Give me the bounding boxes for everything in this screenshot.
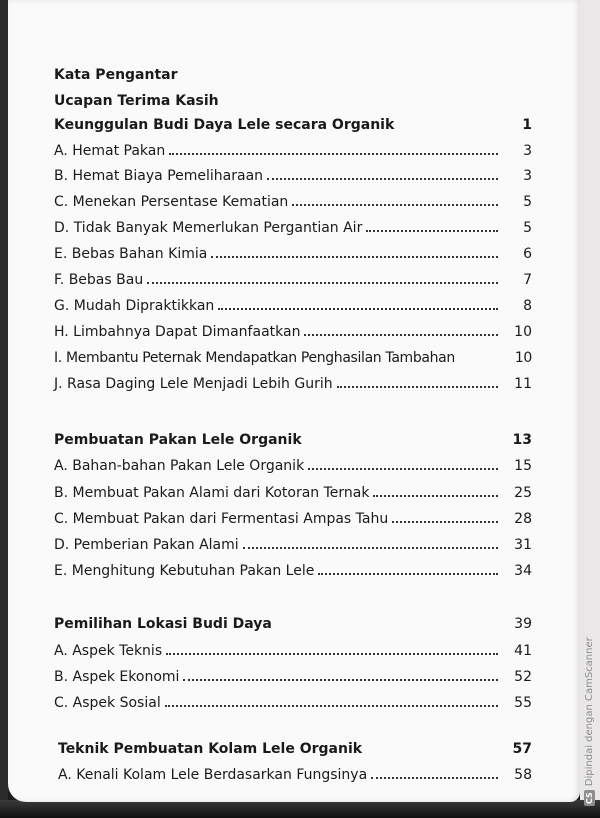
toc-entry: [54, 453, 532, 475]
toc-entry: [54, 638, 532, 660]
toc-section-heading: [54, 611, 532, 633]
toc-page-number: 57: [512, 741, 532, 757]
toc-entry-label: I. Membantu Peternak Mendapatkan Penghasilan Tambahan: [54, 350, 455, 366]
toc-page-number: 52: [514, 669, 532, 685]
toc-page-number: 7: [523, 272, 532, 288]
toc-entry-label: D. Tidak Banyak Memerlukan Pergantian Air: [54, 220, 363, 236]
toc-page-number: 5: [523, 220, 532, 236]
toc-page-number: 41: [514, 643, 532, 659]
dot-leader: [267, 178, 498, 180]
dot-leader: [318, 573, 498, 575]
toc-page-number: 34: [514, 563, 532, 579]
toc-page-number: 13: [512, 432, 532, 448]
toc-section-heading: [54, 427, 532, 449]
toc-page-number: 39: [514, 616, 532, 632]
toc-section-heading: [58, 736, 532, 758]
toc-page-number: 3: [523, 168, 532, 184]
scan-bottom-shadow: [0, 800, 600, 818]
toc-page-number: 28: [514, 511, 532, 527]
dot-leader: [183, 679, 498, 681]
dot-leader: [211, 256, 498, 258]
toc-entry-label: A. Hemat Pakan: [54, 143, 166, 159]
toc-entry-label: A. Kenali Kolam Lele Berdasarkan Fungsinya: [58, 767, 368, 783]
toc-entry: [54, 558, 532, 580]
toc-section-heading: [54, 112, 532, 134]
toc-entry: [54, 532, 532, 554]
toc-entry: [54, 215, 532, 237]
toc-entry: [54, 267, 532, 289]
dot-leader: [147, 282, 498, 284]
toc-page-number: 15: [514, 458, 532, 474]
toc-entry-label: B. Aspek Ekonomi: [54, 669, 180, 685]
dot-leader: [218, 308, 498, 310]
toc-entry: [54, 371, 532, 393]
toc-entry-label: A. Aspek Teknis: [54, 643, 163, 659]
toc-entry-label: B. Hemat Biaya Pemeliharaan: [54, 168, 264, 184]
toc-page: [8, 0, 580, 802]
toc-page-number: 10: [514, 324, 532, 340]
toc-entry-label: F. Bebas Bau: [54, 272, 144, 288]
toc-entry: [58, 762, 532, 784]
dot-leader: [366, 230, 498, 232]
toc-page-number: 11: [514, 376, 532, 392]
toc-entry: [54, 319, 532, 341]
toc-section-title: Keunggulan Budi Daya Lele secara Organik: [54, 117, 395, 133]
toc-entry: [54, 690, 532, 712]
toc-page-number: 31: [514, 537, 532, 553]
toc-section-title: Teknik Pembuatan Kolam Lele Organik: [58, 741, 363, 757]
camscanner-watermark: [581, 566, 597, 806]
dot-leader: [166, 653, 498, 655]
dot-leader: [292, 204, 498, 206]
toc-page-number: 5: [523, 194, 532, 210]
dot-leader: [165, 705, 498, 707]
toc-entry: [54, 293, 532, 315]
dot-leader: [304, 334, 498, 336]
toc-entry-label: E. Menghitung Kebutuhan Pakan Lele: [54, 563, 315, 579]
toc-entry: [54, 189, 532, 211]
toc-section-title: Pembuatan Pakan Lele Organik: [54, 432, 302, 448]
toc-page-number: 25: [514, 485, 532, 501]
toc-entry: [54, 345, 532, 367]
toc-page-number: 8: [523, 298, 532, 314]
toc-entry-label: C. Menekan Persentase Kematian: [54, 194, 289, 210]
toc-entry-label: D. Pemberian Pakan Alami: [54, 537, 239, 553]
toc-entry: [54, 664, 532, 686]
toc-entry-label: H. Limbahnya Dapat Dimanfaatkan: [54, 324, 301, 340]
toc-heading-label: Ucapan Terima Kasih: [54, 93, 219, 109]
toc-entry: [54, 138, 532, 160]
toc-heading-kata-pengantar: [54, 62, 532, 84]
toc-entry-label: E. Bebas Bahan Kimia: [54, 246, 208, 262]
toc-entry-label: B. Membuat Pakan Alami dari Kotoran Ternak: [54, 485, 370, 501]
toc-entry: [54, 163, 532, 185]
toc-entry: [54, 506, 532, 528]
toc-entry-label: A. Bahan-bahan Pakan Lele Organik: [54, 458, 305, 474]
toc-entry-label: G. Mudah Dipraktikkan: [54, 298, 215, 314]
toc-entry-label: J. Rasa Daging Lele Menjadi Lebih Gurih: [54, 376, 333, 392]
dot-leader: [371, 777, 498, 779]
dot-leader: [169, 153, 498, 155]
toc-page-number: 10: [514, 350, 532, 366]
toc-page-number: 6: [523, 246, 532, 262]
toc-heading-ucapan-terima-kasih: [54, 88, 532, 110]
toc-page-number: 3: [523, 143, 532, 159]
toc-heading-label: Kata Pengantar: [54, 67, 178, 83]
toc-entry: [54, 480, 532, 502]
toc-page-number: 58: [514, 767, 532, 783]
dot-leader: [392, 521, 498, 523]
toc-entry: [54, 241, 532, 263]
toc-entry-label: C. Membuat Pakan dari Fermentasi Ampas Tahu: [54, 511, 389, 527]
camscanner-logo-icon: CS: [584, 792, 594, 804]
watermark-text: Dipindai dengan CamScanner: [583, 637, 595, 787]
dot-leader: [373, 495, 498, 497]
dot-leader: [243, 547, 498, 549]
scan-background: [0, 0, 8, 818]
toc-page-number: 1: [522, 117, 532, 133]
dot-leader: [308, 468, 498, 470]
dot-leader: [337, 386, 498, 388]
toc-page-number: 55: [514, 695, 532, 711]
toc-entry-label: C. Aspek Sosial: [54, 695, 161, 711]
toc-section-title: Pemilihan Lokasi Budi Daya: [54, 616, 272, 632]
